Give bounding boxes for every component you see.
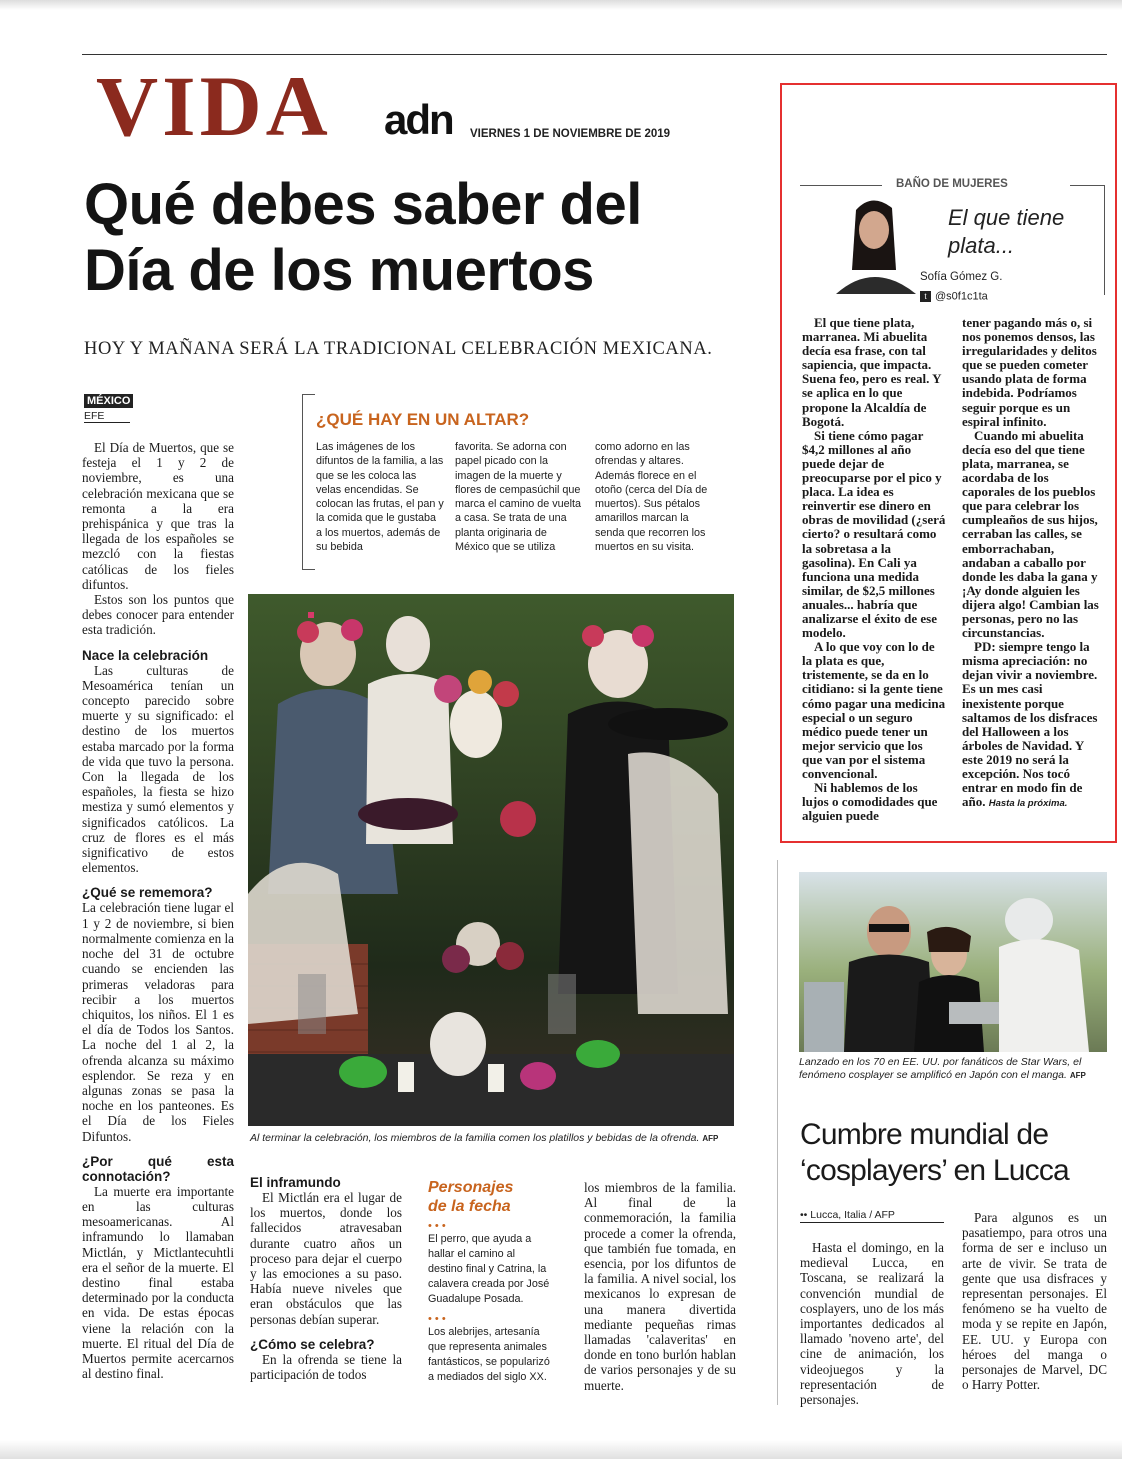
- cosplay-dateline: •• Lucca, Italia / AFP: [800, 1209, 944, 1223]
- deck: HOY Y MAÑANA SERÁ LA TRADICIONAL CELEBRACIÓN MEXICANA.: [84, 339, 713, 359]
- brand-logo: adn: [384, 96, 453, 143]
- author-photo: [816, 190, 928, 294]
- headline-line-2: Día de los muertos: [84, 238, 594, 303]
- cosplay-headline-line-2: ‘cosplayers’ en Lucca: [800, 1154, 1069, 1187]
- personajes-title: [428, 1178, 552, 1216]
- column-title-line-2: plata...: [948, 233, 1015, 258]
- altar-col-3: como adorno en las ofrendas y altares. Además florece en el otoño (cerca del Día de muertos). Sus pétalos amarillos marcan la senda que recorren los muertos en su visita.: [595, 441, 708, 554]
- subhead-connotacion: ¿Por qué esta connotación?: [82, 1153, 234, 1184]
- intro-paragraph: El Día de Muertos, que se festeja el 1 y 2 de noviembre, es una celebración mexicana que se remonta a la era prehispánica y que tras la llegada de los españoles se mezcló con la fiestas católicas de los fieles difuntos.: [82, 440, 234, 592]
- main-photo-caption: [250, 1132, 736, 1145]
- altar-col-1: Las imágenes de los difuntos de la familia, a las que se les coloca las velas encendidas. Se colocan las frutas, el pan y la comida que le gustaba a los muertos, además de su bebida: [316, 441, 444, 554]
- column-paragraph: Ni hablemos de los lujos o comodidades que alguien puede: [802, 780, 938, 824]
- cosplay-text-1: Hasta el domingo, en la medieval Lucca, en Toscana, se realizará la convención mundial de cosplayers, uno de los más importantes dedicados al llamado 'noveno arte', del cine de animación, los videojuegos y la representación de personajes.: [800, 1240, 944, 1408]
- twitter-icon: t: [920, 291, 931, 302]
- column-paragraph: A lo que voy con lo de la plata es que, tristemente, se da en lo citidiano: si la gente tiene cómo pagar una medicina especial o un seguro médico puede tener un mejor servicio que los que van por el sistema convencional.: [802, 639, 946, 781]
- column-title-line-1: El que tiene: [948, 205, 1065, 230]
- personajes-title-line-1: Personajes: [428, 1179, 514, 1196]
- subhead-rememora: ¿Qué se rememora?: [82, 885, 213, 901]
- cosplay-column-2: [962, 1210, 1107, 1392]
- main-headline: [84, 172, 642, 304]
- celebra-text: En la ofrenda se tiene la participación de todos: [250, 1351, 402, 1383]
- cosplay-headline: [800, 1117, 1069, 1189]
- altar-scene-illustration: [248, 594, 734, 1126]
- headline-line-1: Qué debes saber del: [84, 172, 642, 237]
- last-column-text: los miembros de la familia. Al final de la conmemoración, la familia procede a comer la ofrenda, que también fue tomada, en esencia, por los difuntos de la familia. A nivel social, los mexicanos lo expresan de una manera divertida mediante pequeñas rimas llamadas 'calaveritas' en donde en tono burlón hablan de varios personajes y de su muerte.: [584, 1180, 736, 1393]
- personajes-item-1: El perro, que ayuda a hallar el camino al destino final y Catrina, la calavera creada por José Guadalupe Posada.: [428, 1233, 550, 1305]
- subhead-celebra: ¿Cómo se celebra?: [250, 1336, 375, 1352]
- location-tag: MÉXICO: [84, 394, 133, 408]
- column-header-rule-right-v: [1104, 185, 1105, 295]
- main-column-2: [250, 1175, 402, 1382]
- altar-box-frame: [302, 394, 315, 570]
- agency-tag: EFE: [84, 410, 130, 423]
- altar-box-title: ¿QUÉ HAY EN UN ALTAR?: [316, 410, 530, 429]
- column-header-rule-left: [800, 185, 882, 186]
- author-handle: @s0f1c1ta: [935, 290, 988, 303]
- column-text-1: [802, 316, 946, 823]
- main-column-4: [584, 1180, 736, 1393]
- column-text-2: [962, 316, 1104, 811]
- cosplay-caption: [799, 1056, 1107, 1082]
- personajes-bullet-dots: • • •: [428, 1220, 446, 1232]
- subhead-inframundo: El inframundo: [250, 1175, 341, 1190]
- author-social: [920, 287, 988, 305]
- cosplay-caption-credit: AFP: [1069, 1071, 1086, 1080]
- inframundo-text: El Mictlán era el lugar de los muertos, donde los fallecidos atravesaban durante cuatro años un proceso para dejar el cuerpo y las emociones a su paso. Había nueve niveles que eran obstáculos que las personas debían superar.: [250, 1190, 402, 1327]
- intro-paragraph: Estos son los puntos que debes conocer para entender esta tradición.: [82, 592, 234, 638]
- column-header-rule-right: [1070, 185, 1104, 186]
- column-paragraph: tener pagando más o, si nos ponemos densos, las irregularidades y delitos que se pueden cometer usando plata de forma indebida. Podríamos seguir porque es un espiral infinito.: [962, 315, 1097, 429]
- altar-col-2: favorita. Se adorna con papel picado con la imagen de la muerte y flores de cempasúchil que marca el camino de vuelta a casa. Se trata de una planta originaria de México que se utiliza: [455, 441, 582, 554]
- divider-right-section: [777, 860, 778, 1405]
- main-column-1: [82, 440, 234, 1381]
- top-scan-edge: [0, 0, 1122, 10]
- column-paragraph: Cuando mi abuelita decía eso del que tiene plata, marranea, se acordaba de los caporales de los pueblos que para celebrar los cumpleaños de sus hijos, cerraban las calles, se emborrachaban, andaban a caballo por donde les daba la gana y ¡Ay donde alguien les dijera algo! Cambian las personas, pero no las circunstancias.: [962, 427, 1099, 641]
- nace-text: Las culturas de Mesoamérica tenían un concepto parecido sobre muerte y su significado: el destino de los muertos estaba marcado por la forma de vida que tuvo la persona. Con la llegada de los españoles, la fiesta se hizo mestiza y sumó elementos y significados católicos. La cruz de flores es el más significativo de estos elementos.: [82, 662, 234, 876]
- top-rule: [82, 54, 1107, 55]
- author-name: Sofía Gómez G.: [920, 271, 1003, 283]
- caption-credit: AFP: [702, 1134, 719, 1143]
- connotacion-text: La muerte era importante en las culturas mesoamericanas. Al inframundo lo llamaban Mictlán, y Mictlantecuhtli era el señor de la muerte. El destino final estaba determinado por la conducta en vida. De estas épocas viene la relación con la muerte. El ritual del Día de Muertos permite acercarnos al destino final.: [82, 1183, 234, 1382]
- column-paragraph: El que tiene plata, marranea. Mi abuelita decía esa frase, con tal sapiencia, que impacta. Suena feo, pero es real. Y se aplica en lo que propone la Alcaldía de Bogotá.: [802, 315, 942, 429]
- subhead-nace: Nace la celebración: [82, 647, 209, 663]
- cosplay-text-2: Para algunos es un pasatiempo, para otros una forma de ser e incluso un arte de vivir. Se trata de gente que usa disfraces y representan personajes. El fenómeno se ha vuelto de moda y se repite en Japón, EE. UU. y Europa con héroes del manga o personajes de Marvel, DC o Harry Potter.: [962, 1210, 1107, 1393]
- cosplay-photo: [799, 872, 1107, 1052]
- author-portrait: [816, 190, 928, 294]
- column-paragraph: Si tiene cómo pagar $4,2 millones al año puede dejar de preocuparse por el pico y placa. La idea es reinvertir ese dinero en obras de movilidad (¿será cierto? o resultará como la sobretasa a la gasolina). En Cali ya funciona una medida similar, de $2,5 millones anuales... habría que analizarse el éxito de ese modelo.: [802, 427, 946, 641]
- cosplay-caption-text: Lanzado en los 70 en EE. UU. por fanáticos de Star Wars, el fenómeno cosplayer se amplificó en Japón con el manga.: [799, 1056, 1082, 1081]
- column-signoff: Hasta la próxima.: [988, 798, 1068, 810]
- cosplay-headline-line-1: Cumbre mundial de: [800, 1118, 1049, 1151]
- issue-date: VIERNES 1 DE NOVIEMBRE DE 2019: [470, 128, 671, 140]
- rememora-text: La celebración tiene lugar el 1 y 2 de noviembre, si bien normalmente comienza en la noche del 31 de octubre cuando se encienden las primeras veladoras para recibir a los muertos chiquitos, los niños. El 1 es el día de Todos los Santos. La noche del 1 al 2, la ofrenda alcanza su máximo esplendor. Se reza y en algunas zonas se pasa la noche en los panteones. Es el Día de los Fieles Difuntos.: [82, 900, 234, 1144]
- personajes-box: [428, 1178, 552, 1385]
- personajes-title-line-2: de la fecha: [428, 1198, 511, 1215]
- cosplay-scene-illustration: [799, 872, 1107, 1052]
- column-title: [948, 204, 1064, 260]
- bottom-scan-edge: [0, 1440, 1122, 1459]
- section-title: VIDA: [96, 58, 332, 154]
- column-paragraph: [962, 640, 1104, 811]
- column-kicker: BAÑO DE MUJERES: [896, 178, 1008, 190]
- main-photo: [248, 594, 734, 1126]
- caption-text: Al terminar la celebración, los miembros de la familia comen los platillos y bebidas de la ofrenda.: [250, 1132, 700, 1144]
- column-ps: PD: siempre tengo la misma apreciación: no dejan vivir a noviembre. Es un mes casi inexistente porque saltamos de los disfraces del Halloween a los árboles de Navidad. Y este 2019 no será la excepción. Nos tocó entrar en modo fin de año.: [962, 639, 1098, 810]
- cosplay-column-1: [800, 1240, 944, 1407]
- personajes-bullet-dots: • • •: [428, 1313, 446, 1325]
- personajes-item-2: Los alebrijes, artesanía que representa animales fantásticos, se popularizó a mediados del siglo XX.: [428, 1326, 550, 1383]
